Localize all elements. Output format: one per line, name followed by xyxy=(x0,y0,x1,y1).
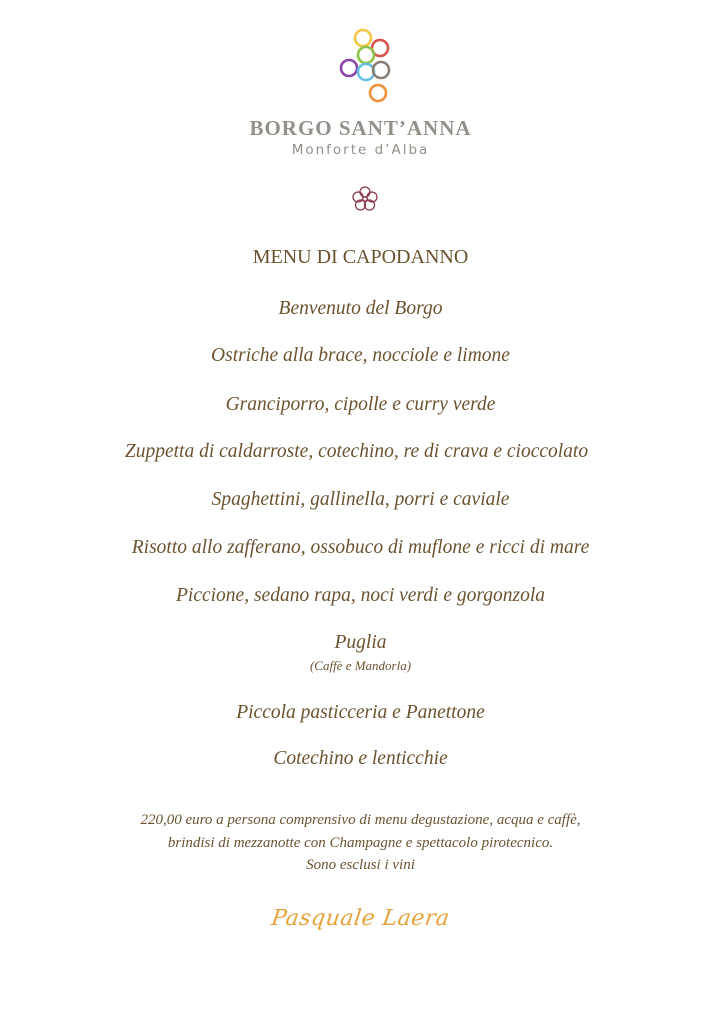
menu-title: MENU DI CAPODANNO xyxy=(252,246,469,268)
chef-signature: Pasquale Laera xyxy=(269,906,452,931)
flower-ornament-icon xyxy=(350,184,380,214)
course-item: Cotechino e lenticchie xyxy=(273,748,448,769)
course-item: Piccione, sedano rapa, noci verdi e gorgonzola xyxy=(176,585,545,606)
price-note-line: Sono esclusi i vini xyxy=(306,857,415,873)
course-note: (Caffè e Mandorla) xyxy=(309,658,412,673)
course-item: Risotto allo zafferano, ossobuco di muflone e ricci di mare xyxy=(131,537,590,558)
course-item: Puglia xyxy=(334,632,387,653)
course-item: Benvenuto del Borgo xyxy=(278,298,443,319)
brand-name: BORGO SANT’ANNA xyxy=(249,116,472,140)
price-note-line: brindisi di mezzanotte con Champagne e spettacolo pirotecnico. xyxy=(167,835,554,851)
course-item: Ostriche alla brace, nocciole e limone xyxy=(211,345,510,366)
course-item: Zuppetta di caldarroste, cotechino, re di crava e cioccolato xyxy=(124,441,589,462)
brand-place: Monforte d’Alba xyxy=(291,142,430,158)
course-item: Spaghettini, gallinella, porri e caviale xyxy=(211,489,510,510)
course-item: Granciporro, cipolle e curry verde xyxy=(225,394,496,415)
price-note-line: 220,00 euro a persona comprensivo di menu degustazione, acqua e caffè, xyxy=(140,812,581,828)
course-item: Piccola pasticceria e Panettone xyxy=(236,702,485,723)
grape-circles-logo-icon xyxy=(333,28,395,106)
